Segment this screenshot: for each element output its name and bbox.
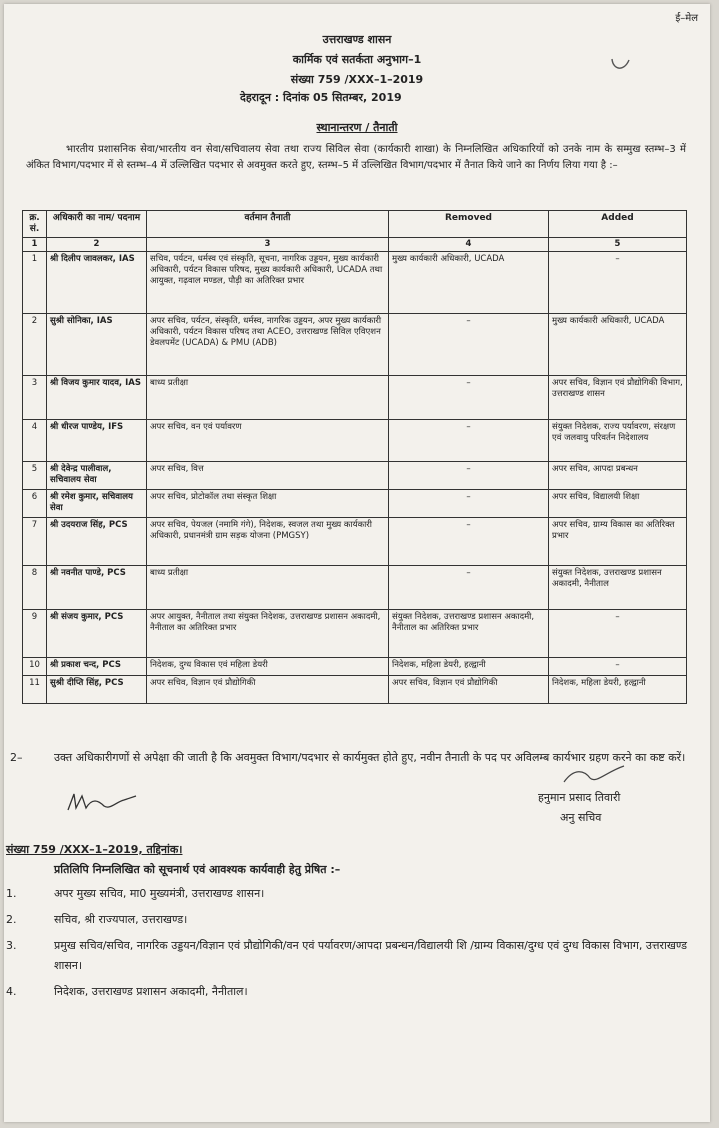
row-name: श्री उदयराज सिंह, PCS [47,518,147,566]
row-sn: 2 [23,314,47,376]
list-item [4,910,708,930]
signatory-designation: अनु सचिव [560,811,602,824]
row-added: अपर सचिव, विज्ञान एवं प्रौद्योगिकी विभाग, उत्तराखण्ड शासन [549,376,687,420]
signatory-block [538,788,620,828]
header-current: वर्तमान तैनाती [147,211,389,238]
table-header-row [23,211,687,238]
table-row [23,610,687,658]
row-sn: 3 [23,376,47,420]
row-sn: 10 [23,658,47,676]
table-row [23,518,687,566]
list-item [4,982,708,1002]
intro-paragraph [26,142,686,174]
row-removed: – [389,420,549,462]
paragraph-number: 2– [10,751,23,764]
row-removed: संयुक्त निदेशक, उत्तराखण्ड प्रशासन अकादमी, नैनीताल का अतिरिक्त प्रभार [389,610,549,658]
row-current: बाध्य प्रतीक्षा [147,376,389,420]
order-number: संख्या 759 /XXX–1–2019 [290,73,424,86]
row-removed: – [389,314,549,376]
row-added: अपर सचिव, आपदा प्रबन्धन [549,462,687,490]
list-item-number: 1. [6,887,17,900]
table-row [23,314,687,376]
row-name: श्री विजय कुमार यादव, IAS [47,376,147,420]
row-current: अपर सचिव, विज्ञान एवं प्रौद्योगिकी [147,676,389,704]
row-sn: 6 [23,490,47,518]
table-row [23,462,687,490]
table-row [23,490,687,518]
row-current: अपर आयुक्त, नैनीताल तथा संयुक्त निदेशक, उत्तराखण्ड प्रशासन अकादमी, नैनीताल का अतिरिक्त प्रभार [147,610,389,658]
row-sn: 5 [23,462,47,490]
row-added: संयुक्त निदेशक, राज्य पर्यावरण, संरक्षण एवं जलवायु परिवर्तन निदेशालय [549,420,687,462]
list-item [4,884,708,904]
row-removed: – [389,376,549,420]
col-number: 3 [147,238,389,252]
row-sn: 8 [23,566,47,610]
initials-signature [64,788,144,822]
table-row [23,658,687,676]
row-current: अपर सचिव, पेयजल (नमामि गंगे), निदेशक, स्वजल तथा मुख्य कार्यकारी अधिकारी, प्रधानमंत्री ग्राम सड़क योजना (PMGSY) [147,518,389,566]
header-added: Added [549,211,687,238]
subject-heading: स्थानान्तरण / तैनाती [316,121,398,134]
header-sn: क्र. सं. [23,211,47,238]
row-current: अपर सचिव, वित्त [147,462,389,490]
row-sn: 9 [23,610,47,658]
row-removed: अपर सचिव, विज्ञान एवं प्रौद्योगिकी [389,676,549,704]
table-row [23,376,687,420]
table-row [23,252,687,314]
row-current: निदेशक, दुग्ध विकास एवं महिला डेयरी [147,658,389,676]
col-number: 4 [389,238,549,252]
row-name: श्री दिलीप जावलकर, IAS [47,252,147,314]
govt-heading: उत्तराखण्ड शासन [322,33,392,46]
row-name: श्री रमेश कुमार, सचिवालय सेवा [47,490,147,518]
order-date: देहरादून : दिनांक 05 सितम्बर, 2019 [240,91,402,104]
col-number: 5 [549,238,687,252]
row-removed: मुख्य कार्यकारी अधिकारी, UCADA [389,252,549,314]
transfer-table [22,210,687,704]
table-row [23,566,687,610]
list-item-number: 3. [6,939,17,952]
row-added: अपर सचिव, ग्राम्य विकास का अतिरिक्त प्रभार [549,518,687,566]
copy-reference: संख्या 759 /XXX–1–2019, तद्दिनांक। [6,843,183,856]
copy-intro: प्रतिलिपि निम्नलिखित को सूचनार्थ एवं आवश्यक कार्यवाही हेतु प्रेषित :– [54,863,341,876]
row-name: श्री धीरज पाण्डेय, IFS [47,420,147,462]
row-removed: – [389,566,549,610]
row-sn: 1 [23,252,47,314]
row-sn: 4 [23,420,47,462]
row-current: अपर सचिव, पर्यटन, संस्कृति, धर्मस्व, नागरिक उड्डयन, अपर मुख्य कार्यकारी अधिकारी, पर्यटन विकास परिषद तथा ACEO, उत्तराखण्ड सिविल एविएशन डेवलपमेंट (UCADA) & PMU (ADB) [147,314,389,376]
list-item-number: 4. [6,985,17,998]
row-sn: 7 [23,518,47,566]
row-added: मुख्य कार्यकारी अधिकारी, UCADA [549,314,687,376]
intro-text: भारतीय प्रशासनिक सेवा/भारतीय वन सेवा/सचिवालय सेवा तथा राज्य सिविल सेवा (कार्यकारी शाखा) के निम्नलिखित अधिकारियों को उनके नाम के सम्मुख स्तम्भ–3 में अंकित विभाग/पदभार में से स्तम्भ–4 में उल्लिखित पदभार से अवमुक्त करते हुए, स्तम्भ–5 में उल्लिखित विभाग/पदभार में तैनात किये जाने का निर्णय लिया गया है :– [26,144,686,171]
row-added: अपर सचिव, विद्यालयी शिक्षा [549,490,687,518]
row-name: सुश्री दीप्ति सिंह, PCS [47,676,147,704]
row-name: श्री संजय कुमार, PCS [47,610,147,658]
table-row [23,420,687,462]
table-row [23,676,687,704]
paragraph-2-text: उक्त अधिकारीगणों से अपेक्षा की जाती है कि अवमुक्त विभाग/पदभार से कार्यमुक्त होते हुए, नवीन तैनाती के पद पर अविलम्ब कार्यभार ग्रहण करने का कष्ट करें। [54,751,686,764]
row-added: निदेशक, महिला डेयरी, हल्द्वानी [549,676,687,704]
header-name: अधिकारी का नाम/ पदनाम [47,211,147,238]
email-note: ई–मेल [675,13,698,24]
col-number: 2 [47,238,147,252]
row-removed: – [389,490,549,518]
row-name: श्री प्रकाश चन्द, PCS [47,658,147,676]
list-item-number: 2. [6,913,17,926]
list-item-text: सचिव, श्री राज्यपाल, उत्तराखण्ड। [54,913,188,926]
list-item-text: अपर मुख्य सचिव, मा0 मुख्यमंत्री, उत्तराखण्ड शासन। [54,887,265,900]
column-number-row [23,238,687,252]
section-heading: कार्मिक एवं सतर्कता अनुभाग–1 [292,53,422,66]
list-item-text: प्रमुख सचिव/सचिव, नागरिक उड्डयन/विज्ञान एवं प्रौद्योगिकी/वन एवं पर्यावरण/आपदा प्रबन्धन/विद्यालयी शि /ग्राम्य विकास/दुग्ध एवं दुग्ध विकास विभाग, उत्तराखण्ड शासन। [54,939,687,972]
row-current: सचिव, पर्यटन, धर्मस्व एवं संस्कृति, सूचना, नागरिक उड्डयन, मुख्य कार्यकारी अधिकारी, पर्यटन विकास परिषद, मुख्य कार्यकारी अधिकारी, UCADA तथा आयुक्त, गढ़वाल मण्डल, पौड़ी का अतिरिक्त प्रभार [147,252,389,314]
list-item [4,936,708,976]
row-name: सुश्री सोनिका, IAS [47,314,147,376]
row-added: – [549,610,687,658]
signatory-name: हनुमान प्रसाद तिवारी [538,791,621,804]
list-item-text: निदेशक, उत्तराखण्ड प्रशासन अकादमी, नैनीताल। [54,985,248,998]
col-number: 1 [23,238,47,252]
row-removed: निदेशक, महिला डेयरी, हल्द्वानी [389,658,549,676]
row-current: अपर सचिव, वन एवं पर्यावरण [147,420,389,462]
row-removed: – [389,518,549,566]
header-removed: Removed [389,211,549,238]
document-page [4,4,710,1122]
row-name: श्री देवेन्द्र पालीवाल, सचिवालय सेवा [47,462,147,490]
row-current: बाध्य प्रतीक्षा [147,566,389,610]
row-added: संयुक्त निदेशक, उत्तराखण्ड प्रशासन अकादमी, नैनीताल [549,566,687,610]
row-current: अपर सचिव, प्रोटोकॉल तथा संस्कृत शिक्षा [147,490,389,518]
row-name: श्री नवनीत पाण्डे, PCS [47,566,147,610]
row-sn: 11 [23,676,47,704]
row-removed: – [389,462,549,490]
row-added: – [549,252,687,314]
row-added: – [549,658,687,676]
copy-list [4,884,708,1008]
